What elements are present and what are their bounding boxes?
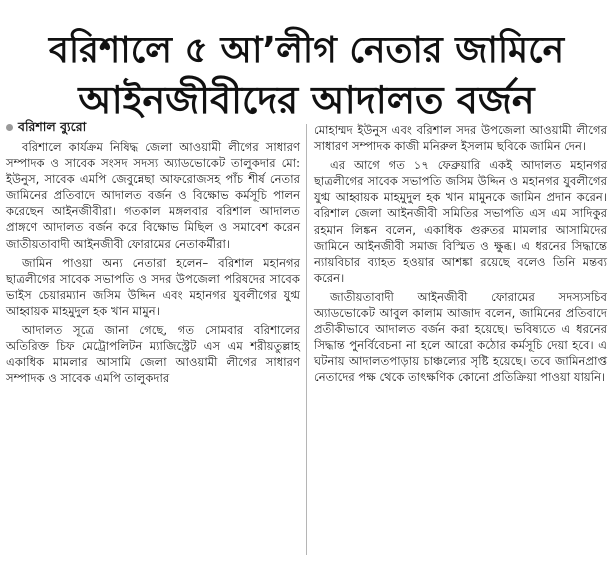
left-column: [6, 118, 300, 559]
bullet-icon: [6, 124, 13, 131]
article-body: [6, 118, 607, 559]
right-column: [314, 122, 607, 559]
paragraph: এর আগে গত ১৭ ফেব্রুয়ারি একই আদালত মহানগর ছাত্রলীগের সাবেক সভাপতি জসিম উদ্দিন ও মহানগর যুবলীগের যুগ্ম আহ্বায়ক মাহমুদুল হক খান মামুনকে জামিন প্রদান করেন। বরিশাল জেলা আইনজীবী সমিতির সভাপতি এস এম সাদিকুর রহমান লিঙ্কন বলেন, একাধিক গুরুতর মামলার আসামিদের জামিনে আইনজীবী সমাজ বিস্মিত ও ক্ষুব্ধ। এ ধরনের সিদ্ধান্তে ন্যায়বিচার ব্যাহত হওয়ার আশঙ্কা রয়েছে বলেও তিনি মন্তব্য করেন।: [314, 158, 607, 285]
paragraph: মোহাম্মদ ইউনুস এবং বরিশাল সদর উপজেলা আওয়ামী লীগের সাধারণ সম্পাদক কাজী মনিরুল ইসলাম ছবিকে জামিন দেন।: [314, 123, 607, 154]
column-divider: [306, 124, 307, 555]
byline: [6, 118, 300, 136]
byline-text: বরিশাল ব্যুরো: [18, 119, 87, 134]
headline-line-1: বরিশালে ৫ আ’লীগ নেতার জামিনে: [48, 30, 565, 72]
paragraph: জামিন পাওয়া অন্য নেতারা হলেন– বরিশাল মহানগর ছাত্রলীগের সাবেক সভাপতি ও সদর উপজেলা পরিষদের সাবেক ভাইস চেয়ারম্যান জসিম উদ্দিন এবং মহানগর যুবলীগের যুগ্ম আহ্বায়ক মাহমুদুল হক খান মামুন।: [6, 255, 300, 318]
headline-line-2: আইনজীবীদের আদালত বর্জন: [78, 78, 535, 123]
headline: [6, 27, 607, 125]
paragraph: আদালত সূত্রে জানা গেছে, গত সোমবার বরিশালের অতিরিক্ত চিফ মেট্রোপলিটন ম্যাজিস্ট্রেট এস এম শরীয়তুল্লাহ একাধিক মামলার আসামি জেলা আওয়ামী লীগের সাধারণ সম্পাদক ও সাবেক এমপি তালুকদার: [6, 323, 300, 386]
paragraph: জাতীয়তাবাদী আইনজীবী ফোরামের সদস্যসচিব অ্যাডভোকেট আবুল কালাম আজাদ বলেন, জামিনের প্রতিবাদে প্রতীকীভাবে আদালত বর্জন করা হয়েছে। ভবিষ্যতে এ ধরনের সিদ্ধান্ত পুনর্বিবেচনা না হলে আরো কঠোর কর্মসূচি দেয়া হবে। এ ঘটনায় আদালতপাড়ায় চাঞ্চল্যের সৃষ্টি হয়েছে। তবে জামিনপ্রাপ্ত নেতাদের পক্ষ থেকে তাৎক্ষণিক কোনো প্রতিক্রিয়া পাওয়া যায়নি।: [314, 289, 607, 385]
paragraph: বরিশালে কার্যক্রম নিষিদ্ধ জেলা আওয়ামী লীগের সাধারণ সম্পাদক ও সাবেক সংসদ সদস্য অ্যাডভোকেট তালুকদার মো: ইউনুস, সাবেক এমপি জেবুন্নেছা আফরোজসহ পাঁচ শীর্ষ নেতার জামিনের প্রতিবাদে আদালত বর্জন ও বিক্ষোভ কর্মসূচি পালন করেছেন আইনজীবীরা। গতকাল মঙ্গলবার বরিশাল আদালত প্রাঙ্গণে আদালত বর্জন করে বিক্ষোভ মিছিল ও সমাবেশ করেন জাতীয়তাবাদী আইনজীবী ফোরামের নেতাকর্মীরা।: [6, 140, 300, 251]
